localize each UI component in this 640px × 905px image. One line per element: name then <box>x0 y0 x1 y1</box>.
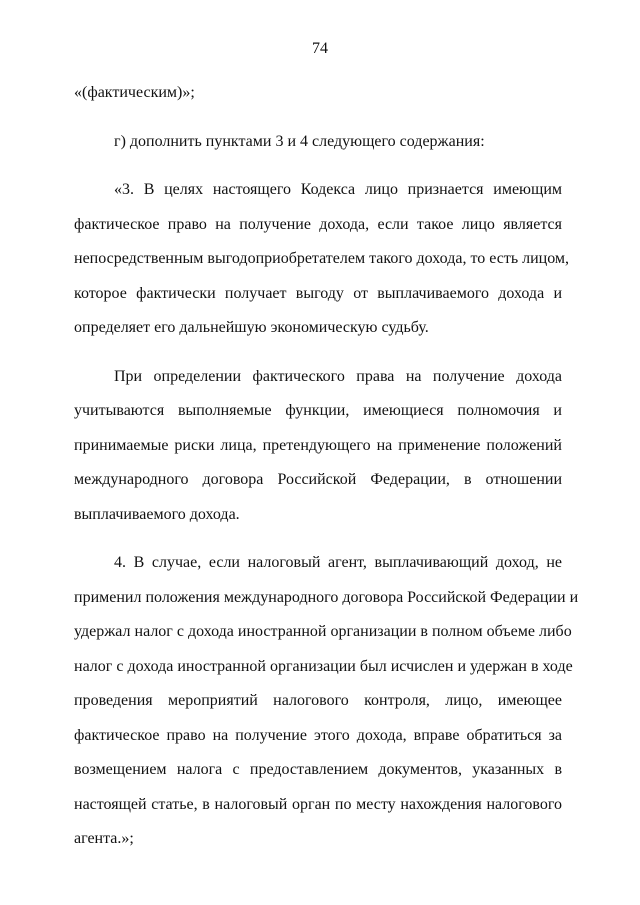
text-line: применил положения международного договора Российской Федерации и <box>74 588 579 606</box>
text-line: г) дополнить пунктами 3 и 4 следующего содержания: <box>114 132 485 150</box>
text-line: непосредственным выгодоприобретателем такого дохода, то есть лицом, <box>74 250 570 267</box>
text-line: международного договора Российской Федерации, в отношении <box>74 471 562 488</box>
text-line: проведения мероприятий налогового контроля, лицо, имеющее <box>74 692 562 709</box>
text-line: принимаемые риски лица, претендующего на применение положений <box>74 436 562 454</box>
text-line: При определении фактического права на получение дохода <box>114 367 562 385</box>
body-text <box>74 76 579 857</box>
text-line: настоящей статье, в налоговый орган по месту нахождения налогового <box>74 795 562 813</box>
text-line: возмещением налога с предоставлением документов, указанных в <box>74 761 562 778</box>
text-line: выплачиваемого дохода. <box>74 505 240 523</box>
text-line: которое фактически получает выгоду от выплачиваемого дохода и <box>74 284 562 302</box>
text-line: 4. В случае, если налоговый агент, выплачивающий доход, не <box>114 554 562 571</box>
text-line: учитываются выполняемые функции, имеющиеся полномочия и <box>74 402 562 419</box>
text-line: налог с дохода иностранной организации был исчислен и удержан в ходе <box>74 657 573 675</box>
page-number: 74 <box>312 40 328 57</box>
text-line: фактическое право на получение этого дохода, вправе обратиться за <box>74 726 562 744</box>
text-line: удержал налог с дохода иностранной организации в полном объеме либо <box>74 623 572 640</box>
text-line: «(фактическим)»; <box>74 84 195 101</box>
text-line: агента.»; <box>74 830 134 847</box>
text-line: фактическое право на получение дохода, если такое лицо является <box>74 215 562 233</box>
text-line: определяет его дальнейшую экономическую судьбу. <box>74 319 429 336</box>
text-line: «3. В целях настоящего Кодекса лицо признается имеющим <box>114 181 562 198</box>
